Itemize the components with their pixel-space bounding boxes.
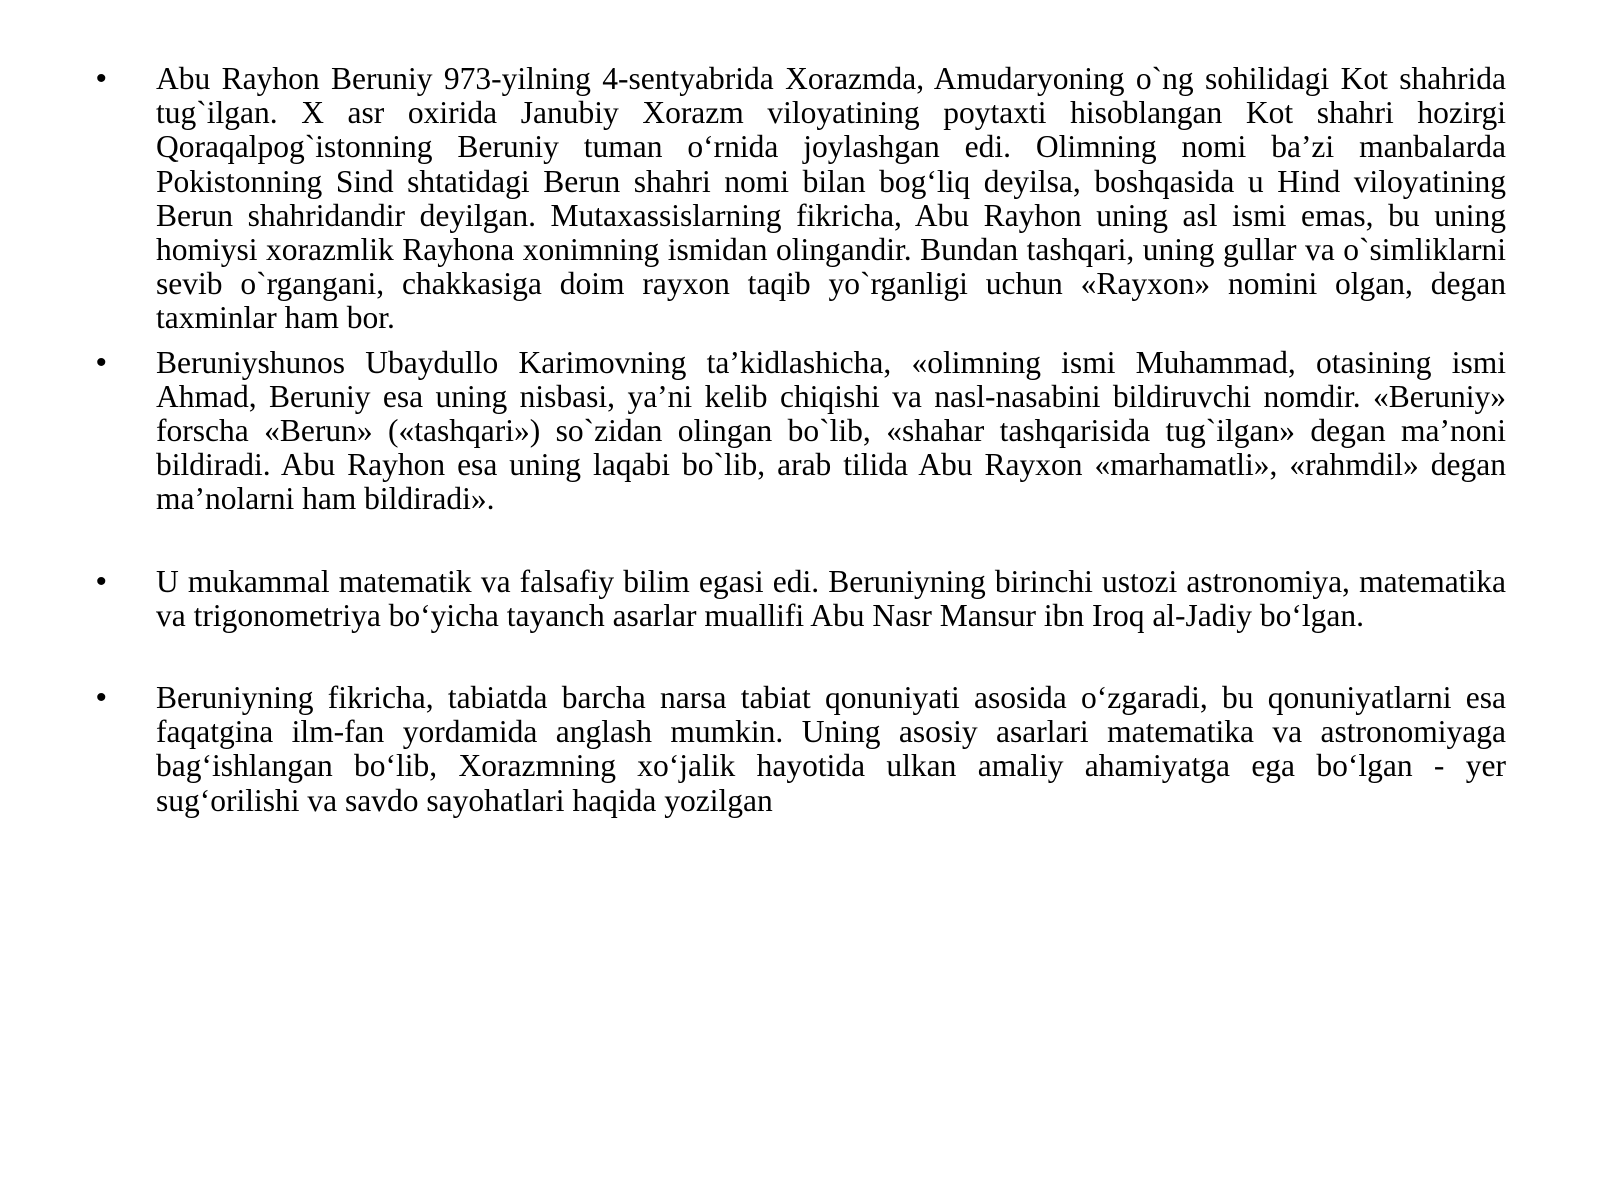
bullet-item-views <box>90 681 1506 818</box>
bullet-item-teacher <box>90 565 1506 633</box>
paragraph-views: Beruniyning fikricha, tabiatda barcha narsa tabiat qonuniyati asosida o‘zgaradi, bu qonuniyatlarni esa faqatgina ilm-fan yordamida anglash mumkin. Uning asosiy asarlari matematika va astronomiyaga bag‘ishlangan bo‘lib, Xorazmning xo‘jalik hayotida ulkan amaliy ahamiyatga ega bo‘lgan - yer sug‘orilishi va savdo sayohatlari haqida yozilgan <box>156 680 1506 818</box>
paragraph-birth: Abu Rayhon Beruniy 973-yilning 4-sentyabrida Xorazmda, Amudaryoning o`ng sohilidagi Kot shahrida tug`ilgan. X asr oxirida Janubiy Xorazm viloyatining poytaxti hisoblangan Kot shahri hozirgi Qoraqalpog`istonning Beruniy tuman o‘rnida joylashgan edi. Olimning nomi ba’zi manbalarda Pokistonning Sind shtatidagi Berun shahri nomi bilan bog‘liq deyilsa, boshqasida u Hind viloyatining Berun shahridandir deyilgan. Mutaxassislarning fikricha, Abu Rayhon uning asl ismi emas, bu uning homiysi xorazmlik Rayhona xonimning ismidan olingandir. Bundan tashqari, uning gullar va o`simliklarni sevib o`rgangani, chakkasiga doim rayxon taqib yo`rganligi uchun «Rayxon» nomini olgan, degan taxminlar ham bor. <box>156 61 1506 336</box>
bullet-dot: • <box>96 681 107 715</box>
bullet-dot: • <box>96 62 107 95</box>
bullet-list <box>90 62 1506 818</box>
paragraph-name-origin: Beruniyshunos Ubaydullo Karimovning ta’kidlashicha, «olimning ismi Muhammad, otasining ismi Ahmad, Beruniy esa uning nisbasi, ya’ni kelib chiqishi va nasl-nasabini bildiruvchi nomdir. «Beruniy» forscha «Berun» («tashqari») so`zidan olingan bo`lib, «shahar tashqarisida tug`ilgan» degan ma’noni bildiradi. Abu Rayhon esa uning laqabi bo`lib, arab tilida Abu Rayxon «marhamatli», «rahmdil» degan ma’nolarni ham bildiradi». <box>156 344 1506 517</box>
bullet-dot: • <box>96 564 107 598</box>
paragraph-teacher: U mukammal matematik va falsafiy bilim egasi edi. Beruniyning birinchi ustozi astronomiya, matematika va trigonometriya bo‘yicha tayanch asarlar muallifi Abu Nasr Mansur ibn Iroq al-Jadiy bo‘lgan. <box>156 563 1506 633</box>
bullet-item-birth <box>90 62 1506 336</box>
bullet-item-name-origin <box>90 346 1506 517</box>
bullet-dot: • <box>96 345 107 379</box>
